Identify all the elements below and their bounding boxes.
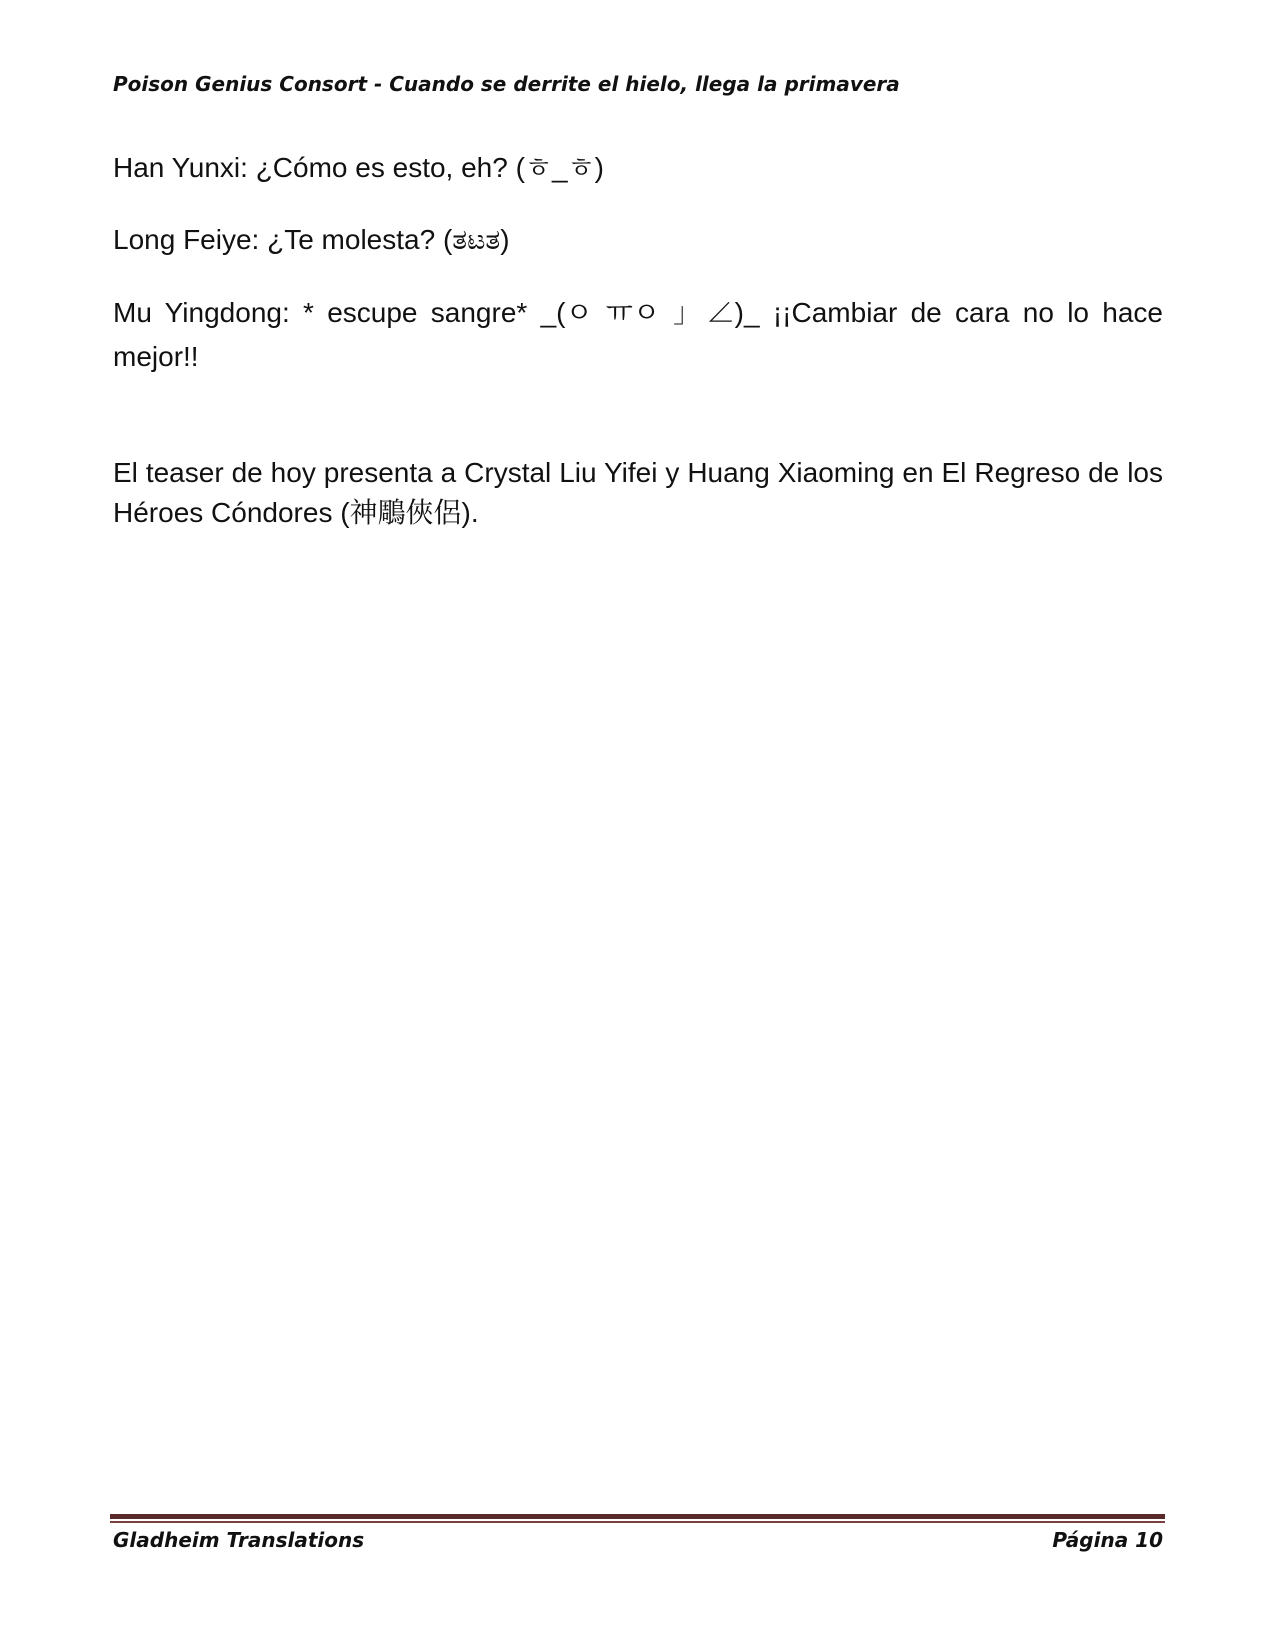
paragraph-han-yunxi: Han Yunxi: ¿Cómo es esto, eh? (ㅎ_ㅎ) <box>113 152 604 183</box>
running-header-title: Poison Genius Consort - Cuando se derrite el hielo, llega la primavera <box>113 72 900 96</box>
footer-divider-thick <box>110 1514 1165 1519</box>
footer-publisher: Gladheim Translations <box>113 1528 365 1552</box>
footer-page-number: Página 10 <box>1052 1528 1163 1552</box>
paragraph-long-feiye: Long Feiye: ¿Te molesta? (ತಟತ) <box>113 224 510 255</box>
paragraph-mu-yingdong: Mu Yingdong: * escupe sangre* _(ㅇ ㅠㅇ 」∠)_ ¡¡Cambiar de cara no lo hace mejor!! <box>113 297 1163 372</box>
footer-divider-thin <box>110 1521 1165 1523</box>
paragraph-teaser: El teaser de hoy presenta a Crystal Liu Yifei y Huang Xiaoming en El Regreso de los Héroes Cóndores (神鵰俠侶). <box>113 457 1163 528</box>
